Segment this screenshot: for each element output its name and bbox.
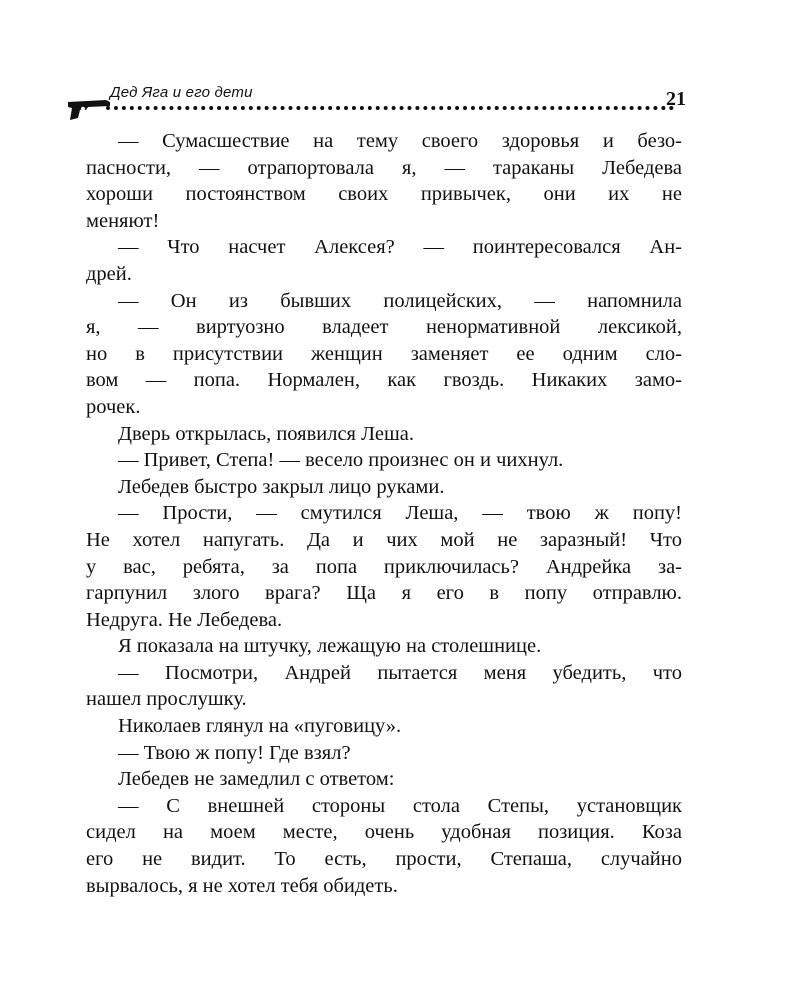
header-dotted-rule [106,106,674,110]
body-text [86,128,682,899]
text-line: дрей. [86,262,132,285]
text-line: Не хотел напугать. Да и чих мой не заразный! Что [86,528,682,551]
text-line: но в присутствии женщин заменяет ее одним сло- [86,342,682,365]
text-line: у вас, ребята, за попа приключилась? Андрейка за- [86,555,682,578]
text-line: — Что насчет Алексея? — поинтересовался Ан- [118,236,682,259]
text-line: Лебедев быстро закрыл лицо руками. [118,475,445,498]
text-line: — С внешней стороны стола Степы, установщик [118,794,682,817]
text-line: сидел на моем месте, очень удобная позиция. Коза [86,821,682,844]
text-line: — Посмотри, Андрей пытается меня убедить, что [118,661,682,684]
text-line: — Твою ж попу! Где взял? [118,741,351,764]
text-line: Дверь открылась, появился Леша. [118,422,414,445]
text-line: Лебедев не замедлил с ответом: [118,768,395,791]
text-line: вырвалось, я не хотел тебя обидеть. [86,874,398,897]
text-line: — Привет, Степа! — весело произнес он и чихнул. [118,449,564,472]
text-line: вом — попа. Нормален, как гвоздь. Никаких замо- [86,369,682,392]
text-line: рочек. [86,395,141,418]
page-number: 21 [666,88,686,110]
text-line: нашел прослушку. [86,688,247,711]
text-line: хороши постоянством своих привычек, они их не [86,183,682,206]
text-line: — Сумасшествие на тему своего здоровья и безо- [118,130,682,152]
text-line: я, — виртуозно владеет ненормативной лексикой, [86,316,682,339]
text-line: — Он из бывших полицейских, — напомнила [118,289,682,312]
text-line: меняют! [86,209,160,232]
text-line: — Прости, — смутился Леша, — твою ж попу! [118,502,682,525]
text-line: Николаев глянул на «пуговицу». [118,715,402,738]
running-title: Дед Яга и его дети [110,84,253,101]
text-line: пасности, — отрапортовала я, — тараканы Лебедева [86,156,682,179]
text-line: Я показала на штучку, лежащую на столешнице. [118,635,542,658]
page-header [66,82,686,124]
text-line: его не видит. То есть, прости, Степаша, случайно [86,848,682,871]
text-line: гарпунил злого врага? Ща я его в попу отправлю. [86,582,682,605]
text-line: Недруга. Не Лебедева. [86,608,283,631]
